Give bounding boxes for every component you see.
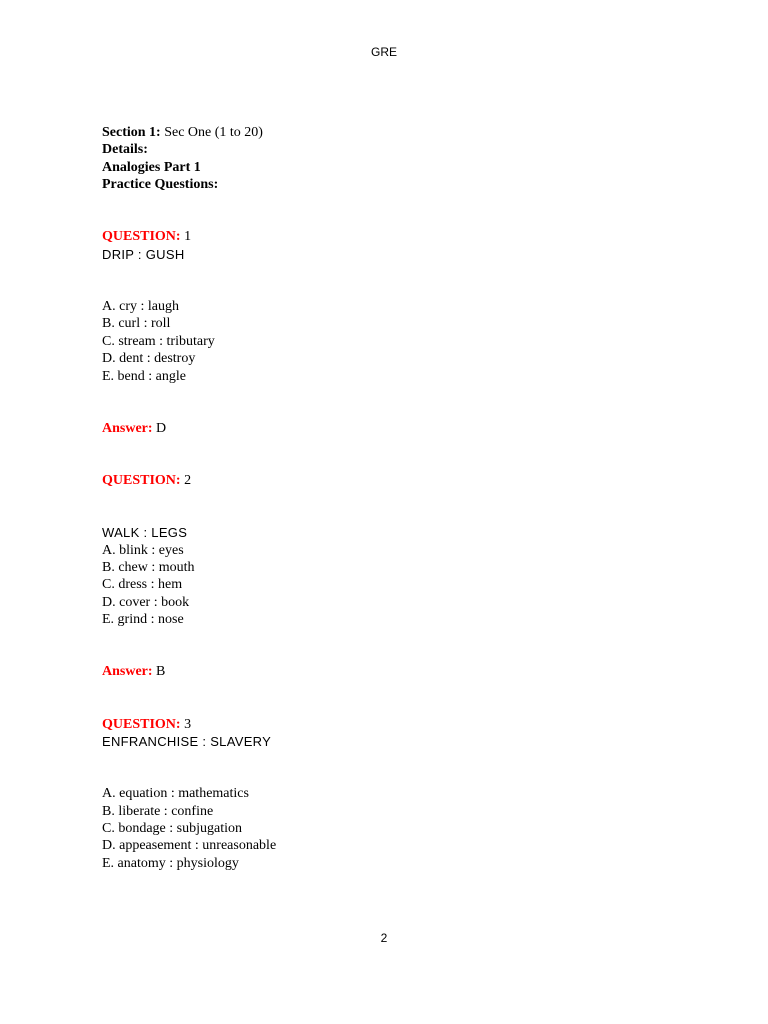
answer-option: A. blink : eyes [102, 542, 184, 558]
question-label: QUESTION: [102, 229, 181, 245]
answer-option: D. cover : book [102, 594, 190, 610]
answer-line [102, 420, 662, 437]
question-number: 1 [184, 229, 192, 245]
answer-option: B. liberate : confine [102, 803, 214, 819]
practice-heading: Practice Questions: [102, 177, 219, 193]
question-label: QUESTION: [102, 716, 181, 732]
section-value: Sec One (1 to 20) [164, 125, 263, 140]
question-block [102, 716, 662, 873]
section-label: Section 1: [102, 125, 161, 140]
question-stem: WALK : LEGS [102, 525, 188, 541]
document-body [102, 124, 662, 872]
answer-option: D. dent : destroy [102, 351, 196, 367]
question-block [102, 472, 662, 716]
answer-option: D. appeasement : unreasonable [102, 838, 277, 854]
answer-option: B. chew : mouth [102, 560, 195, 575]
answer-label: Answer: [102, 664, 153, 680]
page-footer [0, 931, 768, 945]
question-number: 3 [184, 716, 192, 732]
question-heading [102, 228, 662, 245]
question-block [102, 228, 662, 472]
answer-line [102, 663, 662, 680]
answer-value: B [156, 664, 166, 680]
answer-option: E. anatomy : physiology [102, 855, 239, 871]
answer-option: A. cry : laugh [102, 299, 179, 314]
header-title: GRE [370, 45, 397, 59]
details-heading: Details: [102, 142, 148, 158]
question-stem: DRIP : GUSH [102, 246, 185, 262]
question-label: QUESTION: [102, 473, 181, 488]
answer-option: C. stream : tributary [102, 333, 215, 349]
answer-option: C. bondage : subjugation [102, 821, 242, 836]
question-heading [102, 716, 662, 733]
question-heading [102, 472, 662, 489]
page-header [0, 45, 768, 59]
answer-option: B. curl : roll [102, 316, 171, 332]
answer-option: E. grind : nose [102, 612, 184, 628]
answer-option: E. bend : angle [102, 368, 186, 384]
answer-option: C. dress : hem [102, 577, 183, 593]
page-number: 2 [380, 931, 388, 945]
question-number: 2 [184, 473, 192, 488]
answer-value: D [156, 420, 167, 436]
part-heading: Analogies Part 1 [102, 159, 201, 175]
question-stem: ENFRANCHISE : SLAVERY [102, 734, 272, 749]
answer-label: Answer: [102, 420, 153, 436]
section-heading [102, 124, 662, 141]
answer-option: A. equation : mathematics [102, 786, 249, 802]
